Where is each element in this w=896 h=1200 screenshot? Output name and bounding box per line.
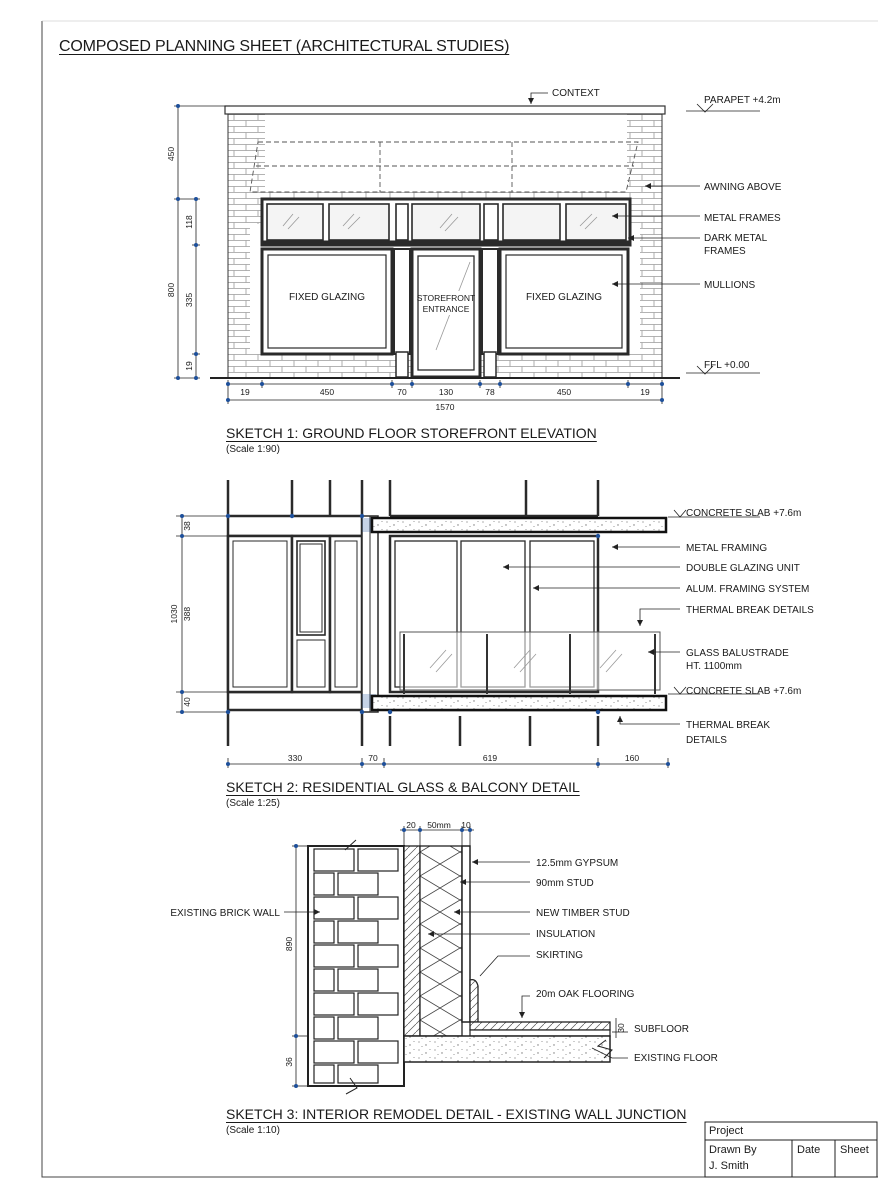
dim-50mm: 50mm bbox=[427, 820, 451, 830]
date-label: Date bbox=[797, 1144, 821, 1156]
cavity-zone bbox=[404, 846, 420, 1036]
label-fixed-glazing-left: FIXED GLAZING bbox=[288, 292, 366, 303]
dim-h-330: 330 bbox=[287, 753, 303, 763]
dim-v-890: 890 bbox=[284, 936, 294, 952]
label-entrance: ENTRANCE bbox=[422, 304, 470, 314]
drawn-by-value: J. Smith bbox=[709, 1160, 749, 1172]
label-awning: AWNING ABOVE bbox=[704, 182, 782, 193]
dim-h-70: 70 bbox=[368, 753, 378, 763]
dim-h-450-right: 450 bbox=[556, 387, 572, 397]
label-double-glazing: DOUBLE GLAZING UNIT bbox=[686, 563, 800, 574]
label-existing-floor: EXISTING FLOOR bbox=[634, 1053, 718, 1064]
slab-bottom bbox=[372, 696, 666, 710]
label-slab-bottom: CONCRETE SLAB +7.6m bbox=[686, 686, 802, 697]
slab-top bbox=[372, 518, 666, 532]
dim-v-38: 38 bbox=[182, 521, 192, 531]
dim-h-619: 619 bbox=[482, 753, 498, 763]
dim-v-118: 118 bbox=[184, 215, 194, 229]
label-existing-brick-wall: EXISTING BRICK WALL bbox=[170, 908, 280, 919]
dim-h-70: 70 bbox=[397, 387, 407, 397]
label-thermal-break-top: THERMAL BREAK DETAILS bbox=[686, 605, 814, 616]
sketch1-scale: (Scale 1:90) bbox=[226, 444, 280, 455]
dim-v-335: 335 bbox=[184, 292, 194, 308]
label-timber-stud: NEW TIMBER STUD bbox=[536, 908, 630, 919]
label-fixed-glazing-right: FIXED GLAZING bbox=[525, 292, 603, 303]
sketch2-scale: (Scale 1:25) bbox=[226, 798, 280, 809]
label-subfloor: SUBFLOOR bbox=[634, 1024, 690, 1035]
dim-v-1030: 1030 bbox=[169, 604, 179, 624]
dim-v-19: 19 bbox=[184, 361, 194, 371]
sketch3-scale: (Scale 1:10) bbox=[226, 1125, 280, 1136]
sheet-title: COMPOSED PLANNING SHEET (ARCHITECTURAL STUDIES) bbox=[59, 38, 510, 55]
dim-v-40: 40 bbox=[182, 697, 192, 707]
dim-v-450: 450 bbox=[166, 146, 176, 162]
label-glass-balustrade: GLASS BALUSTRADE bbox=[686, 648, 789, 659]
dim-subfloor-30: 30 bbox=[616, 1023, 626, 1033]
label-slab-top: CONCRETE SLAB +7.6m bbox=[686, 508, 802, 519]
label-alum-framing: ALUM. FRAMING SYSTEM bbox=[686, 584, 810, 595]
existing-floor-slab bbox=[404, 1036, 610, 1062]
oak-flooring bbox=[470, 1022, 610, 1030]
subfloor-layer bbox=[470, 1030, 610, 1036]
sheet-label: Sheet bbox=[840, 1144, 869, 1156]
dim-20: 20 bbox=[406, 820, 416, 830]
sketch1-title: SKETCH 1: GROUND FLOOR STOREFRONT ELEVATION bbox=[226, 425, 597, 441]
skirting-board bbox=[470, 980, 478, 1022]
label-parapet: PARAPET +4.2m bbox=[704, 95, 781, 106]
sketch3-wall-junction bbox=[170, 820, 718, 1094]
column-strip bbox=[362, 516, 378, 712]
dim-h-78: 78 bbox=[485, 387, 495, 397]
label-90mm-stud: 90mm STUD bbox=[536, 878, 594, 889]
label-storefront: STOREFRONT bbox=[416, 293, 476, 303]
insulation-layer bbox=[420, 846, 462, 1036]
label-metal-frames: METAL FRAMES bbox=[704, 213, 781, 224]
label-ffl: FFL +0.00 bbox=[704, 360, 750, 371]
label-thermal-break-bottom: THERMAL BREAK bbox=[686, 720, 771, 731]
sketch3-title: SKETCH 3: INTERIOR REMODEL DETAIL - EXISTING WALL JUNCTION bbox=[226, 1106, 687, 1122]
project-label: Project bbox=[709, 1125, 744, 1137]
dim-h-19-right: 19 bbox=[640, 387, 650, 397]
dim-h-450-left: 450 bbox=[319, 387, 335, 397]
balustrade bbox=[400, 632, 660, 694]
dim-h-130: 130 bbox=[438, 387, 454, 397]
dim-v-36: 36 bbox=[284, 1057, 294, 1067]
label-balustrade-height: HT. 1100mm bbox=[686, 661, 742, 672]
label-gypsum: 12.5mm GYPSUM bbox=[536, 858, 619, 869]
label-dark-metal: DARK METAL bbox=[704, 233, 768, 244]
sketch1-elevation bbox=[166, 88, 782, 412]
label-mullions: MULLIONS bbox=[704, 280, 756, 291]
dim-h-total: 1570 bbox=[435, 402, 455, 412]
dim-h-160: 160 bbox=[624, 753, 640, 763]
dim-10: 10 bbox=[461, 820, 471, 830]
dim-h-19-left: 19 bbox=[240, 387, 250, 397]
dim-v-800: 800 bbox=[166, 282, 176, 298]
sketch1-vdim-lines bbox=[174, 106, 230, 378]
storefront-frames bbox=[262, 199, 630, 377]
label-metal-framing: METAL FRAMING bbox=[686, 543, 768, 554]
label-context: CONTEXT bbox=[552, 88, 600, 99]
label-skirting: SKIRTING bbox=[536, 950, 584, 961]
sketch2-balcony bbox=[169, 480, 814, 768]
label-thermal-details: DETAILS bbox=[686, 735, 727, 746]
dim-v-388: 388 bbox=[182, 606, 192, 622]
label-oak-flooring: 20m OAK FLOORING bbox=[536, 989, 635, 1000]
label-dark-metal-frames: FRAMES bbox=[704, 246, 746, 257]
sketch2-title: SKETCH 2: RESIDENTIAL GLASS & BALCONY DETAIL bbox=[226, 779, 580, 795]
parapet-coping bbox=[225, 106, 665, 114]
label-insulation: INSULATION bbox=[536, 929, 596, 940]
drawn-by-label: Drawn By bbox=[709, 1144, 757, 1156]
